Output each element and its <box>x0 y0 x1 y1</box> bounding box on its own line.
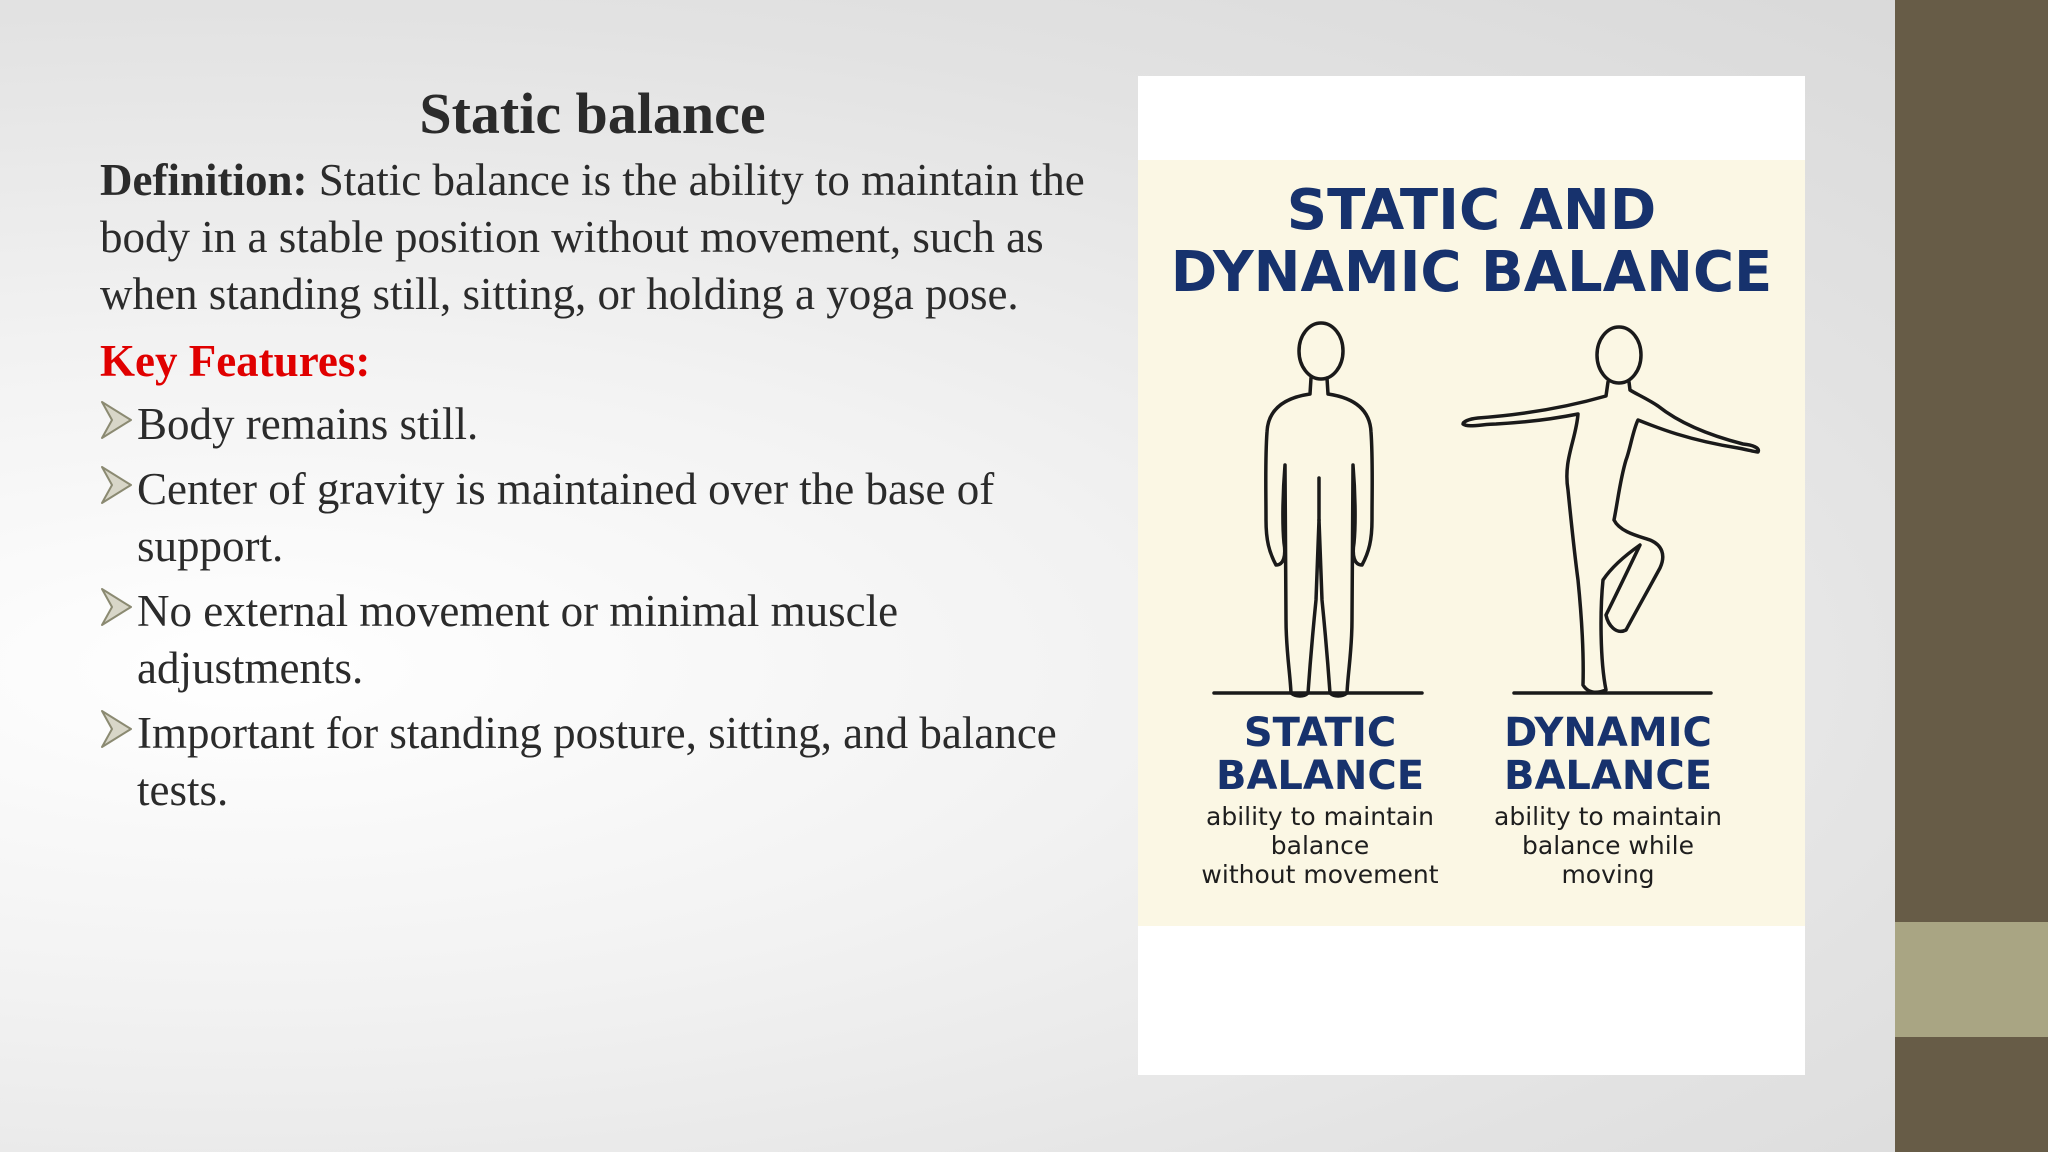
arrowhead-bullet-icon <box>100 709 134 749</box>
dynamic-heading-line: BALANCE <box>1503 753 1713 799</box>
static-desc-line: without movement <box>1201 860 1439 889</box>
arrowhead-bullet-icon <box>100 587 134 627</box>
static-balance-label <box>1170 712 1470 889</box>
list-item <box>100 583 1090 697</box>
arrowhead-bullet-icon <box>100 465 134 505</box>
poster-title-line: DYNAMIC BALANCE <box>1170 240 1773 305</box>
list-item <box>100 396 1090 453</box>
list-item <box>100 705 1090 819</box>
static-heading-line: STATIC <box>1243 710 1397 756</box>
key-features-list <box>100 396 1090 819</box>
balancing-person-icon <box>1463 327 1758 693</box>
slide-body <box>100 152 1090 827</box>
static-heading-line: BALANCE <box>1215 753 1425 799</box>
static-description <box>1170 802 1470 889</box>
dynamic-desc-line: ability to maintain <box>1494 802 1722 831</box>
sidebar-accent <box>1895 922 2048 1037</box>
bullet-text: Important for standing posture, sitting, and balance tests. <box>137 708 1057 815</box>
standing-person-icon <box>1214 323 1422 696</box>
poster-image-frame <box>1138 76 1805 1075</box>
bullet-text: Center of gravity is maintained over the base of support. <box>137 464 995 571</box>
key-features-heading: Key Features: <box>100 336 371 386</box>
bullet-text: No external movement or minimal muscle adjustments. <box>137 586 899 693</box>
definition-paragraph <box>100 152 1090 323</box>
definition-label: Definition: <box>100 155 308 205</box>
slide-title: Static balance <box>419 81 766 146</box>
dynamic-description <box>1458 802 1758 889</box>
bullet-text: Body remains still. <box>137 399 479 449</box>
poster-title-line: STATIC AND <box>1286 178 1657 243</box>
dynamic-desc-line: balance while <box>1522 831 1694 860</box>
list-item <box>100 461 1090 575</box>
arrowhead-bullet-icon <box>100 400 134 440</box>
dynamic-desc-line: moving <box>1561 860 1655 889</box>
balance-poster <box>1138 160 1805 926</box>
static-desc-line: balance <box>1270 831 1370 860</box>
static-desc-line: ability to maintain <box>1206 802 1434 831</box>
dynamic-heading-line: DYNAMIC <box>1504 710 1712 756</box>
dynamic-balance-label <box>1458 712 1758 889</box>
definition-text: Static balance is the ability to maintain the body in a stable position without movement, such as when standing still, sitting, or holding a yoga pose. <box>100 155 1085 319</box>
